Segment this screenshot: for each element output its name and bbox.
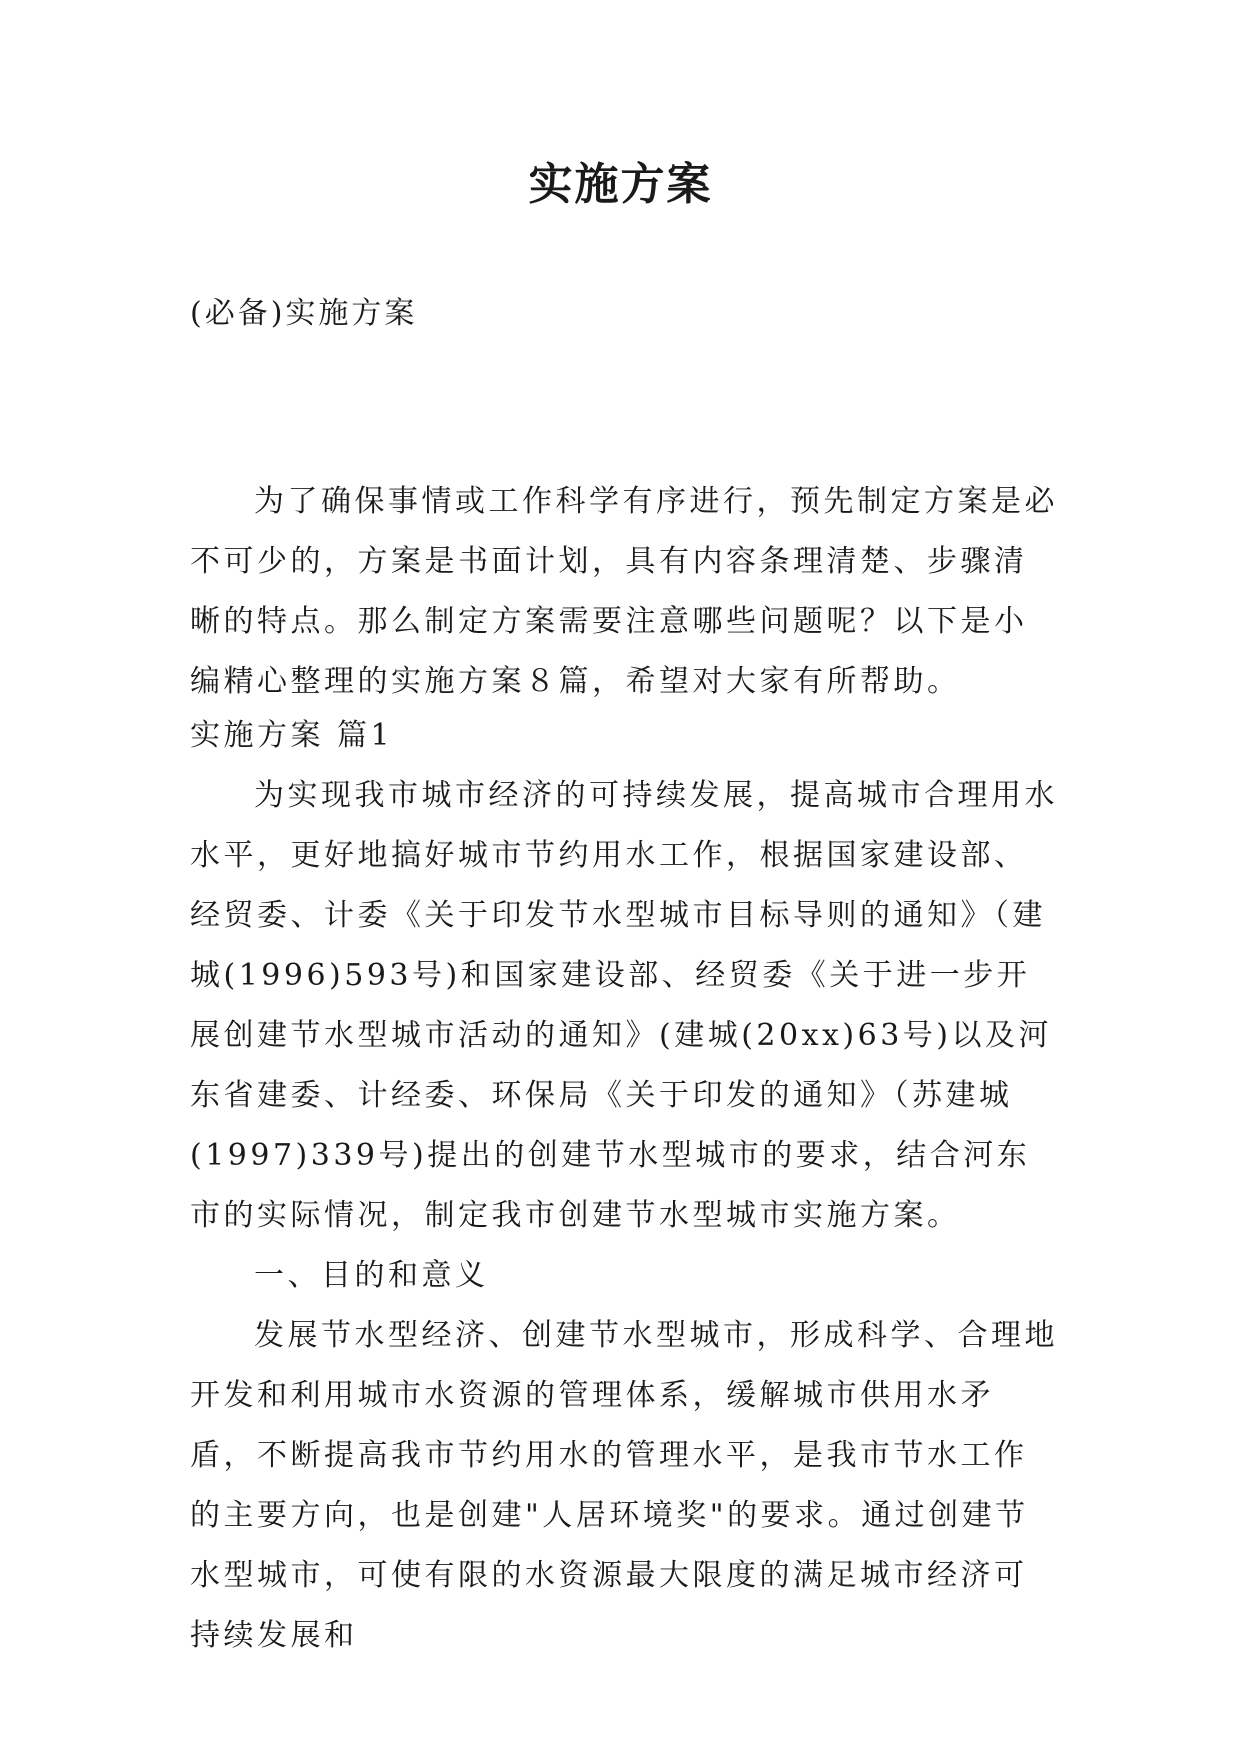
section-heading: 实施方案 篇1 xyxy=(190,718,394,753)
document-body xyxy=(190,472,1060,1666)
document-title: 实施方案 xyxy=(528,159,713,210)
subsection-heading: 一、目的和意义 xyxy=(254,1258,489,1293)
body-paragraph: 为实现我市城市经济的可持续发展，提高城市合理用水水平，更好地搞好城市节约用水工作，根据国家建设部、经贸委、计委《关于印发节水型城市目标导则的通知》（建城(1996)593号)和国家建设部、经贸委《关于进一步开展创建节水型城市活动的通知》(建城(20xx)63号)以及河东省建委、计经委、环保局《关于印发的通知》（苏建城(1997)339号)提出的创建节水型城市的要求，结合河东市的实际情况，制定我市创建节水型城市实施方案。 xyxy=(190,778,1058,1233)
body-paragraph: 发展节水型经济、创建节水型城市，形成科学、合理地开发和利用城市水资源的管理体系，缓解城市供用水矛盾，不断提高我市节约用水的管理水平，是我市节水工作的主要方向，也是创建"人居环境奖"的要求。通过创建节水型城市，可使有限的水资源最大限度的满足城市经济可持续发展和 xyxy=(190,1318,1058,1653)
intro-paragraph: 为了确保事情或工作科学有序进行，预先制定方案是必不可少的，方案是书面计划，具有内容条理清楚、步骤清晰的特点。那么制定方案需要注意哪些问题呢？以下是小编精心整理的实施方案８篇，希望对大家有所帮助。 xyxy=(190,484,1058,699)
document-subtitle: (必备)实施方案 xyxy=(190,296,418,331)
